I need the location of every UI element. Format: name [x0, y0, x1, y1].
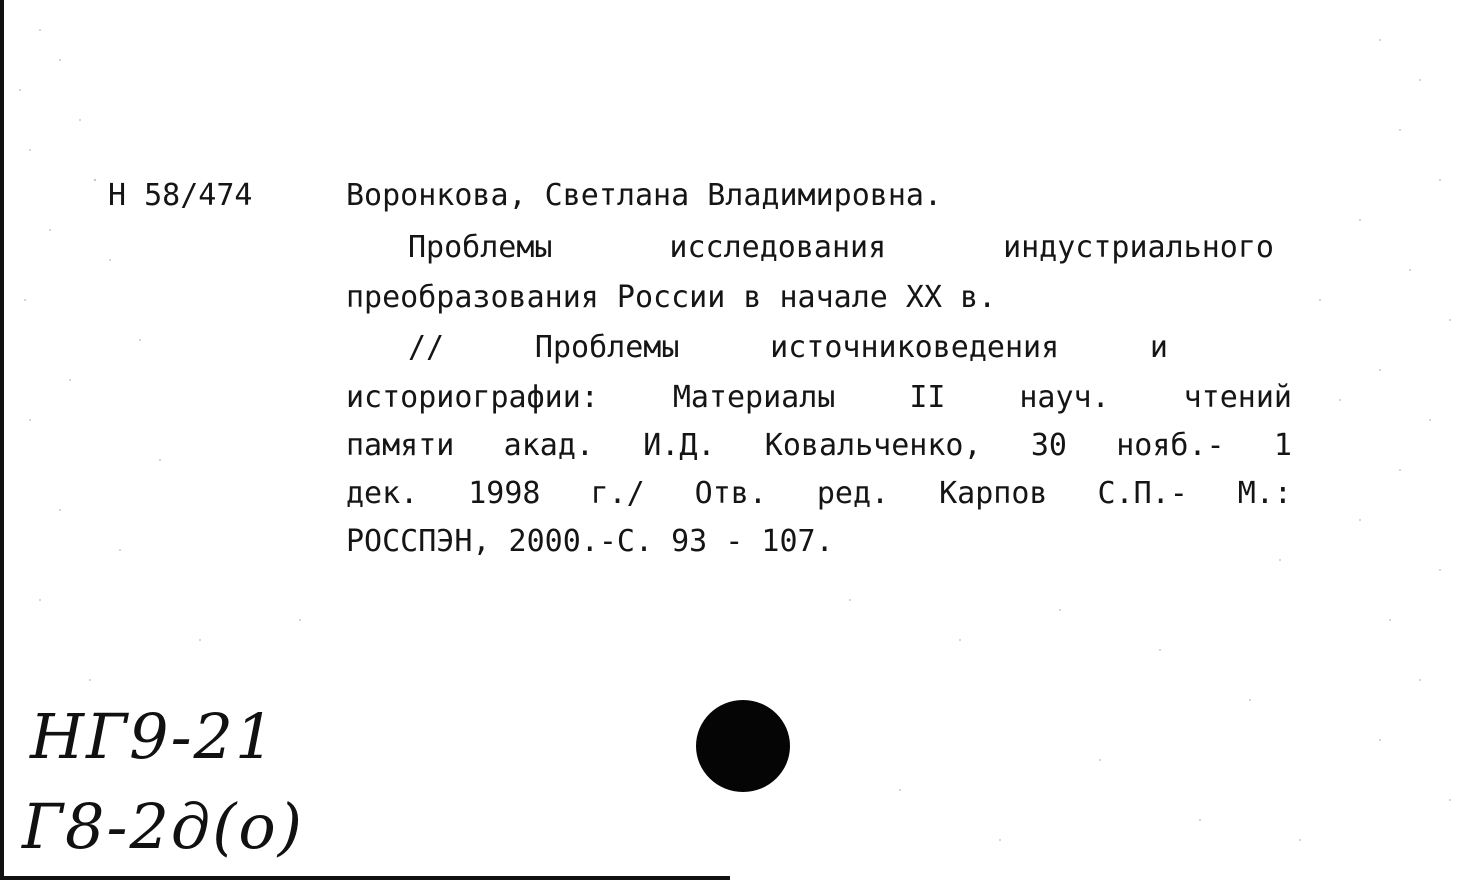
- word: И.Д.: [643, 428, 716, 463]
- word: акад.: [503, 428, 594, 463]
- word: 30: [1030, 428, 1067, 463]
- source-line-2: [346, 380, 1292, 415]
- handwritten-code-2: Г8-2д(о): [22, 790, 304, 863]
- source-line-3: [346, 428, 1292, 463]
- source-line-1: [408, 330, 1168, 365]
- word: г./: [590, 476, 645, 511]
- title-line-1: [408, 230, 1274, 265]
- word: исследования: [669, 230, 887, 265]
- handwritten-code-1: НГ9-21: [30, 700, 277, 773]
- word: памяти: [346, 428, 455, 463]
- word: 1998: [468, 476, 541, 511]
- word: Проблемы: [408, 230, 553, 265]
- source-line-5: РОССПЭН, 2000.-С. 93 - 107.: [346, 524, 834, 559]
- word: историографии:: [346, 380, 599, 415]
- word: М.:: [1237, 476, 1292, 511]
- source-line-4: [346, 476, 1292, 511]
- word: II: [909, 380, 946, 415]
- word: Материалы: [672, 380, 836, 415]
- word: Проблемы: [534, 330, 680, 365]
- word: 1: [1273, 428, 1292, 463]
- word: //: [408, 330, 445, 365]
- title-line-2: преобразования России в начале XX в.: [346, 280, 997, 315]
- author-heading: Воронкова, Светлана Владимировна.: [346, 178, 943, 213]
- word: Ковальченко,: [764, 428, 982, 463]
- word: чтений: [1183, 380, 1292, 415]
- shelf-mark: Н 58/474: [108, 178, 253, 213]
- word: Отв.: [694, 476, 767, 511]
- word: источниковедения: [770, 330, 1060, 365]
- word: науч.: [1019, 380, 1110, 415]
- word: индустриального: [1003, 230, 1274, 265]
- word: ред.: [816, 476, 890, 511]
- word: и: [1149, 330, 1168, 365]
- word: С.П.-: [1097, 476, 1188, 511]
- card-punch-hole: [696, 700, 790, 792]
- word: нояб.-: [1116, 428, 1225, 463]
- word: дек.: [346, 476, 419, 511]
- word: Карпов: [939, 476, 1048, 511]
